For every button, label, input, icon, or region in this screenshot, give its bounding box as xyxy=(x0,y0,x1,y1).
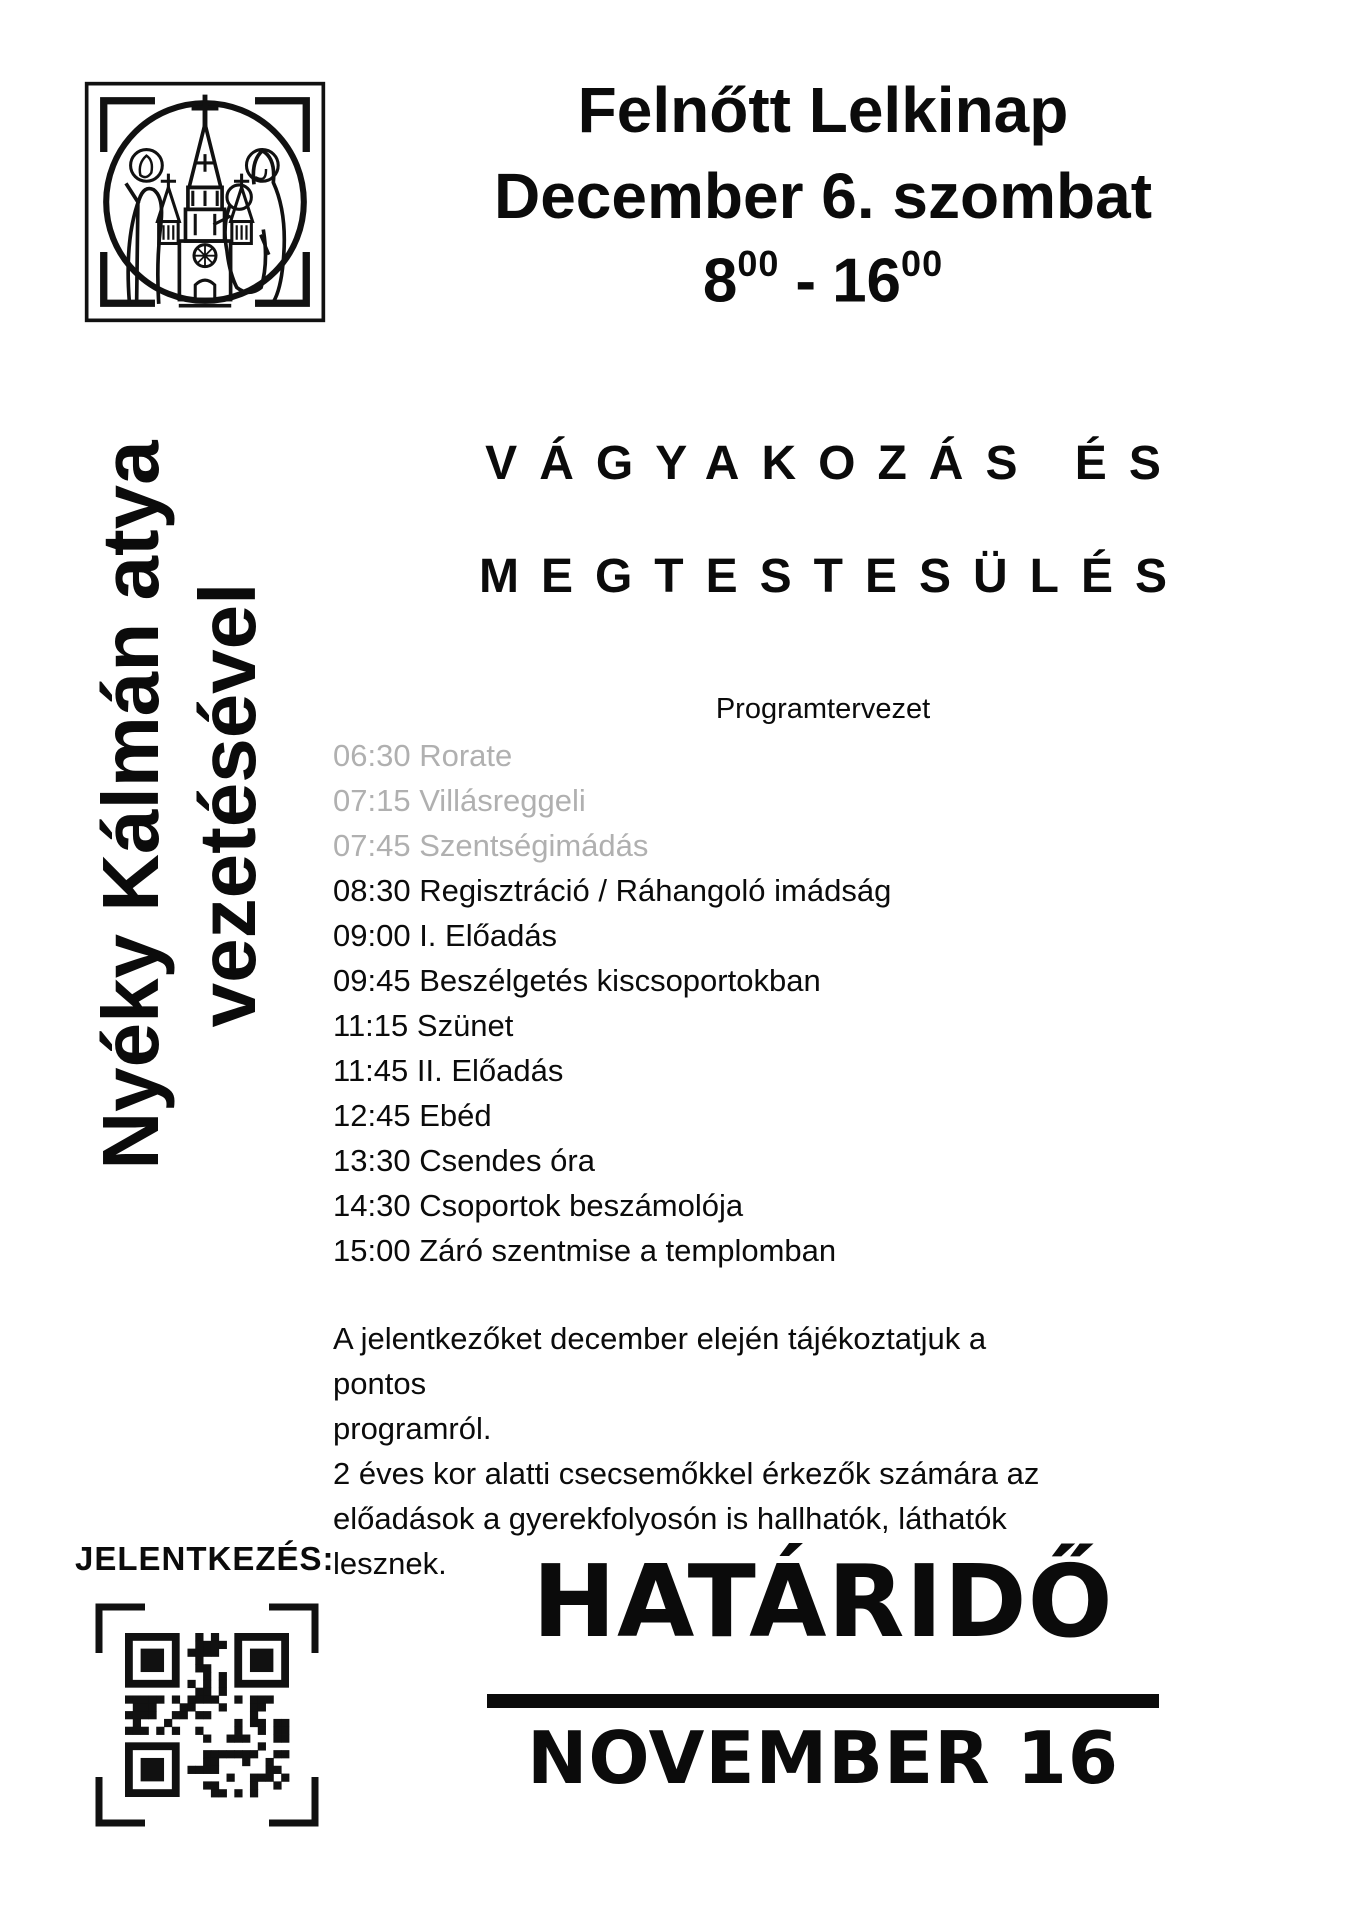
program-item: 06:30 Rorate xyxy=(333,738,513,773)
program-item: 11:15 Szünet xyxy=(333,1008,514,1043)
start-hour: 8 xyxy=(702,246,738,316)
note-line: programról. xyxy=(333,1411,492,1446)
deadline-date: NOVEMBER 16 xyxy=(527,1716,1119,1800)
program-heading: Programtervezet xyxy=(715,693,931,725)
note-line: 2 éves kor alatti csecsemőkkel érkezők számára az xyxy=(333,1456,1040,1491)
event-date: December 6. szombat xyxy=(493,160,1153,232)
start-minutes: 00 xyxy=(737,243,780,284)
theme-line-2: MEGTESTESÜLÉS xyxy=(478,550,1190,603)
program-item: 14:30 Csoportok beszámolója xyxy=(333,1188,744,1223)
program-item: 13:30 Csendes óra xyxy=(333,1143,595,1178)
holy-family-church-logo-icon xyxy=(80,80,330,324)
leader-role: vezetésével xyxy=(183,582,272,1028)
program-item: 09:00 I. Előadás xyxy=(333,918,558,953)
program-item: 07:15 Villásreggeli xyxy=(333,783,586,818)
program-item: 11:45 II. Előadás xyxy=(333,1053,564,1088)
time-separator: - xyxy=(795,246,817,316)
program-list xyxy=(333,733,1053,1273)
event-title: Felnőtt Lelkinap xyxy=(577,74,1069,146)
theme-line-1: VÁGYAKOZÁS ÉS xyxy=(485,437,1183,490)
note-line: A jelentkezőket december elején tájékoztatjuk a pontos xyxy=(333,1321,987,1401)
program-item: 07:45 Szentségimádás xyxy=(333,828,649,863)
note-line: előadások a gyerekfolyosón is hallhatók, láthatók xyxy=(333,1501,1007,1536)
leader-name-vertical xyxy=(82,415,282,1195)
end-minutes: 00 xyxy=(901,243,944,284)
deadline-title: HATÁRIDŐ xyxy=(532,1543,1114,1660)
leader-name: Nyéky Kálmán atya xyxy=(86,440,175,1170)
deadline-underline xyxy=(487,1694,1159,1708)
program-item: 08:30 Regisztráció / Ráhangoló imádság xyxy=(333,873,892,908)
end-hour: 16 xyxy=(832,246,902,316)
event-time-range xyxy=(330,243,1316,316)
program-item: 15:00 Záró szentmise a templomban xyxy=(333,1233,837,1268)
signup-qr-code xyxy=(95,1603,319,1827)
program-item: 12:45 Ebéd xyxy=(333,1098,492,1133)
program-item: 09:45 Beszélgetés kiscsoportokban xyxy=(333,963,821,998)
note-line: lesznek. xyxy=(333,1546,447,1581)
signup-label: JELENTKEZÉS: xyxy=(75,1540,335,1577)
